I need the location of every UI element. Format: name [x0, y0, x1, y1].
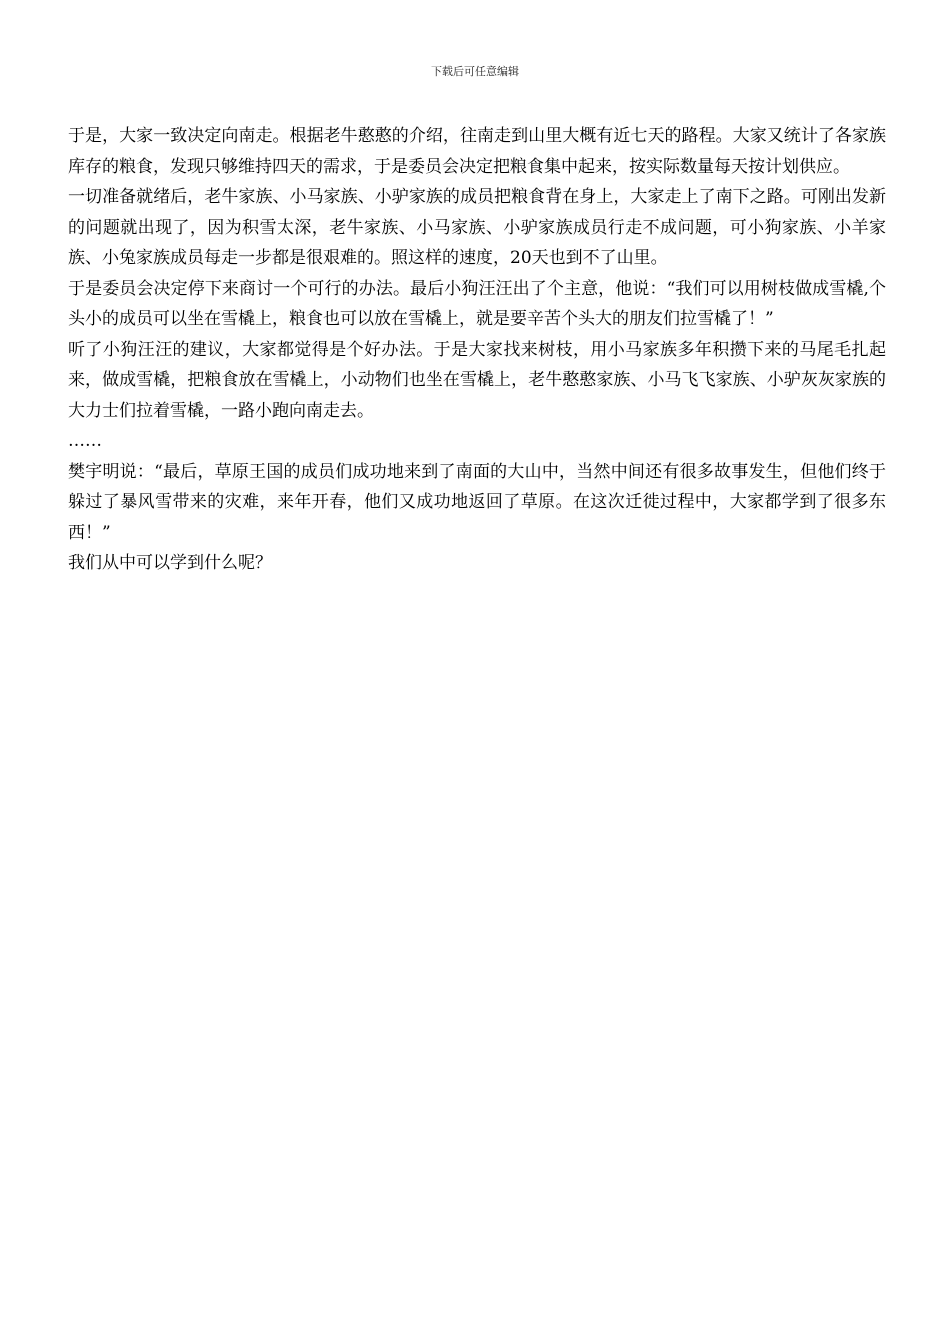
paragraph-sled-idea: 于是委员会决定停下来商讨一个可行的办法。最后小狗汪汪出了个主意，他说：“我们可以用树枝做成雪橇,个头小的成员可以坐在雪橇上，粮食也可以放在雪橇上，就是要辛苦个头大的朋友们拉雪橇了！”: [68, 278, 886, 329]
paragraph-question: 我们从中可以学到什么呢？: [68, 553, 272, 573]
page-header: 下载后可任意编辑: [431, 65, 519, 78]
paragraph-departure: 一切准备就绪后，老牛家族、小马家族、小驴家族的成员把粮食背在身上，大家走上了南下之路。可刚出发新的问题就出现了，因为积雪太深，老牛家族、小马家族、小驴家族成员行走不成问题，可小狗家族、小羊家族、小兔家族成员每走一步都是很艰难的。照这样的速度，20天也到不了山里。: [68, 187, 886, 268]
paragraph-conclusion: 樊宇明说：“最后，草原王国的成员们成功地来到了南面的大山中，当然中间还有很多故事发生，但他们终于躲过了暴风雪带来的灾难，来年开春，他们又成功地返回了草原。在这次迁徙过程中，大家都学到了很多东西！”: [68, 461, 886, 543]
paragraph-ellipsis: ……: [68, 431, 102, 451]
paragraph-sled-built: 听了小狗汪汪的建议，大家都觉得是个好办法。于是大家找来树枝，用小马家族多年积攒下来的马尾毛扎起来，做成雪橇，把粮食放在雪橇上，小动物们也坐在雪橇上，老牛憨憨家族、小马飞飞家族、小驴灰灰家族的大力士们拉着雪橇，一路小跑向南走去。: [68, 339, 886, 421]
document-body: [68, 121, 886, 579]
paragraph-decision: 于是，大家一致决定向南走。根据老牛憨憨的介绍，往南走到山里大概有近七天的路程。大家又统计了各家族库存的粮食，发现只够维持四天的需求，于是委员会决定把粮食集中起来，按实际数量每天按计划供应。: [68, 126, 886, 177]
